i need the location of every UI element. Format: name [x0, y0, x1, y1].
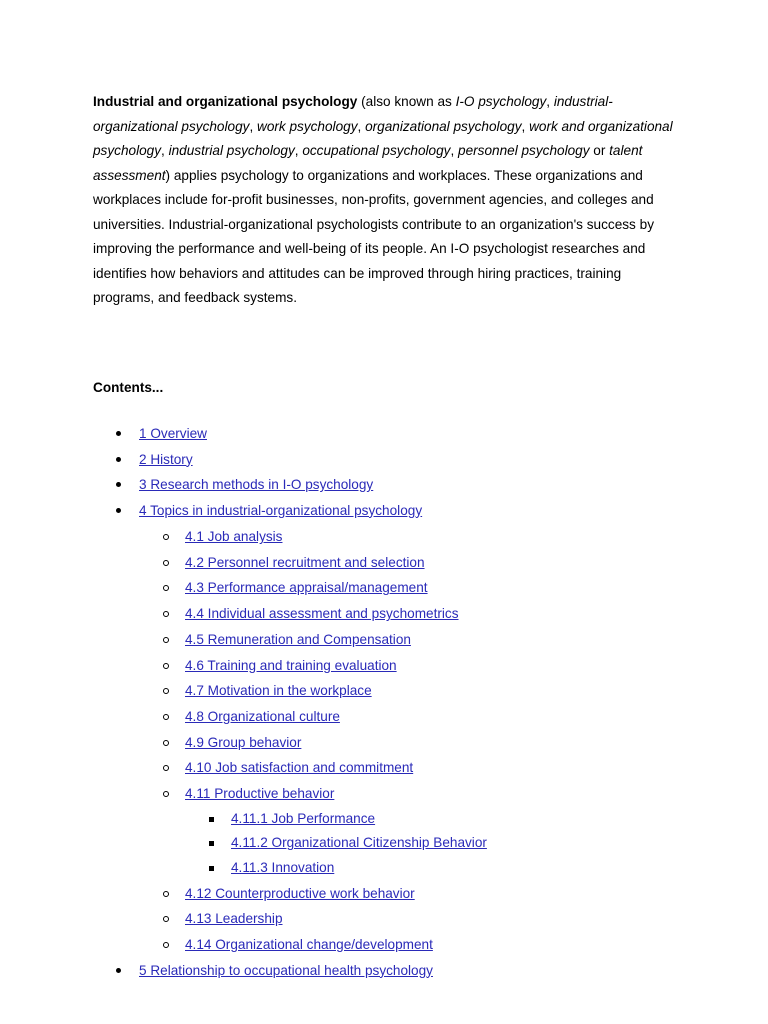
- alias-talent-assessment: talent assessment: [93, 143, 643, 183]
- toc-link-productive-behavior[interactable]: 4.11 Productive behavior: [185, 786, 335, 802]
- table-of-contents: [93, 421, 683, 983]
- toc-subitem: [139, 932, 683, 958]
- document-page: [93, 90, 683, 978]
- toc-link-remuneration[interactable]: 4.5 Remuneration and Compensation: [185, 631, 411, 647]
- intro-separator: ,: [249, 118, 257, 134]
- toc-link-organizational-culture[interactable]: 4.8 Organizational culture: [185, 708, 340, 724]
- toc-link-job-performance[interactable]: 4.11.1 Job Performance: [231, 810, 376, 826]
- toc-subitem: [139, 550, 683, 576]
- intro-separator: ,: [161, 143, 169, 158]
- intro-separator: or: [589, 143, 610, 158]
- toc-item: [93, 472, 683, 498]
- intro-separator: ,: [521, 118, 530, 134]
- toc-subsubitem: [185, 807, 683, 832]
- toc-subitem: [139, 627, 683, 653]
- intro-separator: ,: [450, 143, 459, 158]
- toc-item: [93, 958, 683, 984]
- intro-separator: ,: [357, 118, 366, 134]
- toc-subitem: [139, 524, 683, 550]
- toc-sublist: [139, 523, 683, 958]
- alias-io-psychology: I-O psychology: [455, 94, 547, 109]
- toc-item: [93, 447, 683, 473]
- toc-subitem: [139, 906, 683, 932]
- toc-subitem: [139, 653, 683, 679]
- toc-link-performance-appraisal[interactable]: 4.3 Performance appraisal/management: [185, 580, 428, 596]
- toc-subitem: [139, 730, 683, 756]
- contents-heading: Contents...: [93, 380, 164, 395]
- toc-subitem: [139, 704, 683, 730]
- toc-subsubitem: [185, 856, 683, 881]
- toc-subitem: [139, 755, 683, 781]
- toc-link-innovation[interactable]: 4.11.3 Innovation: [231, 859, 335, 875]
- intro-separator: ,: [294, 143, 303, 158]
- toc-link-occupational-health[interactable]: 5 Relationship to occupational health psychology: [139, 962, 433, 978]
- toc-link-research-methods[interactable]: 3 Research methods in I-O psychology: [139, 477, 374, 492]
- toc-subsublist: [185, 807, 683, 881]
- toc-link-organizational-change[interactable]: 4.14 Organizational change/development: [185, 936, 433, 952]
- toc-link-overview[interactable]: 1 Overview: [139, 426, 207, 441]
- toc-subitem: [139, 881, 683, 907]
- intro-body: ) applies psychology to organizations and workplaces. These organizations and workplaces include for-profit businesses, non-profits, government agencies, and colleges and universities. Industrial-organizational psychologists contribute to an organization's success by improving the performance and well-being of its people. An I-O psychologist researches and identifies how behaviors and attitudes can be improved through hiring practices, training programs, and feedback systems.: [93, 167, 654, 305]
- alias-industrial-psychology: industrial psychology: [168, 143, 295, 158]
- toc-link-job-analysis[interactable]: 4.1 Job analysis: [185, 529, 283, 544]
- toc-link-topics[interactable]: 4 Topics in industrial-organizational psychology: [139, 502, 423, 518]
- alias-industrial-organizational: industrial-organizational psychology: [93, 94, 613, 134]
- toc-link-leadership[interactable]: 4.13 Leadership: [185, 911, 283, 927]
- intro-paragraph: [93, 90, 683, 311]
- toc-link-history[interactable]: 2 History: [139, 451, 193, 467]
- toc-link-individual-assessment[interactable]: 4.4 Individual assessment and psychometrics: [185, 606, 459, 622]
- alias-work-and-organizational: work and organizational psychology: [93, 118, 673, 158]
- toc-link-citizenship-behavior[interactable]: 4.11.2 Organizational Citizenship Behavior: [231, 835, 487, 851]
- toc-item: [93, 421, 683, 447]
- toc-link-counterproductive-behavior[interactable]: 4.12 Counterproductive work behavior: [185, 885, 415, 901]
- intro-text: (also known as: [357, 94, 456, 109]
- alias-occupational-psychology: occupational psychology: [302, 143, 451, 158]
- toc-link-motivation[interactable]: 4.7 Motivation in the workplace: [185, 683, 372, 699]
- toc-list: [93, 421, 683, 983]
- toc-link-training[interactable]: 4.6 Training and training evaluation: [185, 657, 397, 673]
- toc-subitem: [139, 781, 683, 880]
- toc-subitem: [139, 678, 683, 704]
- intro-separator: ,: [546, 94, 554, 109]
- alias-personnel-psychology: personnel psychology: [458, 143, 590, 158]
- toc-subitem: [139, 601, 683, 627]
- toc-link-group-behavior[interactable]: 4.9 Group behavior: [185, 734, 302, 750]
- alias-work-psychology: work psychology: [257, 118, 358, 134]
- alias-organizational-psychology: organizational psychology: [365, 118, 522, 134]
- toc-item: [93, 498, 683, 958]
- toc-link-recruitment-selection[interactable]: 4.2 Personnel recruitment and selection: [185, 554, 425, 570]
- toc-subitem: [139, 575, 683, 601]
- intro-term: Industrial and organizational psychology: [93, 94, 358, 109]
- toc-subsubitem: [185, 831, 683, 856]
- toc-link-job-satisfaction[interactable]: 4.10 Job satisfaction and commitment: [185, 760, 414, 776]
